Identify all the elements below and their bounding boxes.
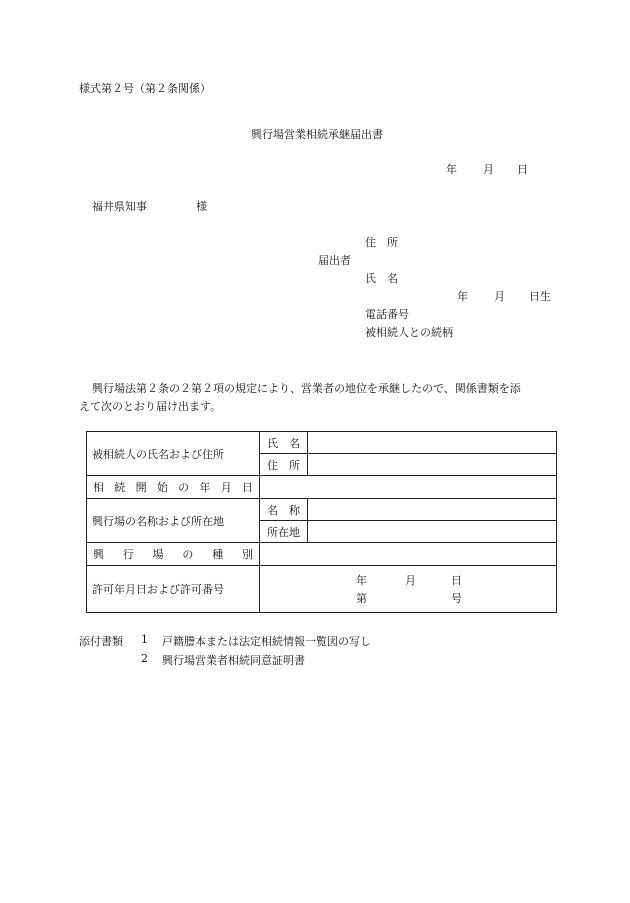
label-char: 始 [156, 481, 168, 494]
venue-name-location-label: 興行場の名称および所在地 [87, 499, 260, 543]
date-month: 月 [483, 163, 494, 176]
addressee-name: 福井県知事 [92, 200, 147, 213]
attachment-2-text: 興行場営業者相続同意証明書 [162, 654, 305, 667]
venue-type-label [87, 543, 260, 566]
body-text-line1: 興行場法第２条の２第２項の規定により、営業者の地位を承継したので、関係書類を添 [92, 382, 521, 395]
deceased-name-label: 氏 名 [260, 432, 308, 454]
date-day: 日 [517, 163, 528, 176]
birth-day: 日生 [529, 290, 551, 303]
label-char: 続 [114, 481, 126, 494]
venue-type-field[interactable] [260, 543, 557, 566]
permit-year: 年 [356, 574, 367, 587]
attachment-1-number: 1 [141, 633, 148, 646]
label-char: 種 [212, 548, 224, 561]
body-text-line2: えて次のとおり届け出ます。 [79, 400, 222, 413]
attachments-heading: 添付書類 [79, 635, 123, 648]
inheritance-start-date-field[interactable] [260, 476, 557, 499]
deceased-address-field[interactable] [308, 454, 557, 476]
addressee-honorific: 様 [196, 200, 207, 213]
notifier-address-label: 住 所 [365, 236, 398, 249]
venue-name-field[interactable] [308, 499, 557, 521]
notification-table [86, 431, 557, 613]
venue-location-label: 所在地 [260, 521, 308, 543]
notifier-phone-label: 電話番号 [365, 308, 409, 321]
date-year: 年 [446, 163, 457, 176]
birth-year: 年 [457, 290, 468, 303]
label-char: 行 [122, 548, 134, 561]
attachment-1-text: 戸籍謄本または法定相続情報一覧図の写し [162, 635, 371, 648]
page-title: 興行場営業相続承継届出書 [251, 128, 383, 141]
birth-month: 月 [494, 290, 505, 303]
attachment-2-number: 2 [141, 652, 148, 665]
label-char: 別 [241, 548, 253, 561]
venue-name-label: 名 称 [260, 499, 308, 521]
permit-month: 月 [405, 574, 416, 587]
notifier-label: 届出者 [318, 254, 351, 267]
permit-date-number-label: 許可年月日および許可番号 [87, 566, 260, 613]
label-char: 相 [93, 481, 104, 494]
deceased-address-label: 住 所 [260, 454, 308, 476]
notifier-relation-label: 被相続人との続柄 [365, 326, 453, 339]
label-char: 興 [93, 548, 104, 561]
permit-number-prefix: 第 [356, 592, 367, 605]
deceased-name-field[interactable] [308, 432, 557, 454]
label-char: 開 [135, 481, 147, 494]
notifier-name-label: 氏 名 [365, 272, 398, 285]
permit-number-suffix: 号 [451, 592, 462, 605]
permit-date-number-field[interactable] [260, 566, 557, 613]
inheritance-start-date-label [87, 476, 260, 499]
form-number: 様式第２号（第２条関係） [79, 82, 211, 95]
deceased-name-address-label: 被相続人の氏名および住所 [87, 432, 260, 476]
permit-day: 日 [451, 574, 462, 587]
label-char: の [182, 548, 194, 561]
label-char: 場 [152, 548, 164, 561]
label-char: 年 [199, 481, 211, 494]
label-char: の [178, 481, 190, 494]
venue-location-field[interactable] [308, 521, 557, 543]
label-char: 日 [241, 481, 253, 494]
label-char: 月 [220, 481, 232, 494]
